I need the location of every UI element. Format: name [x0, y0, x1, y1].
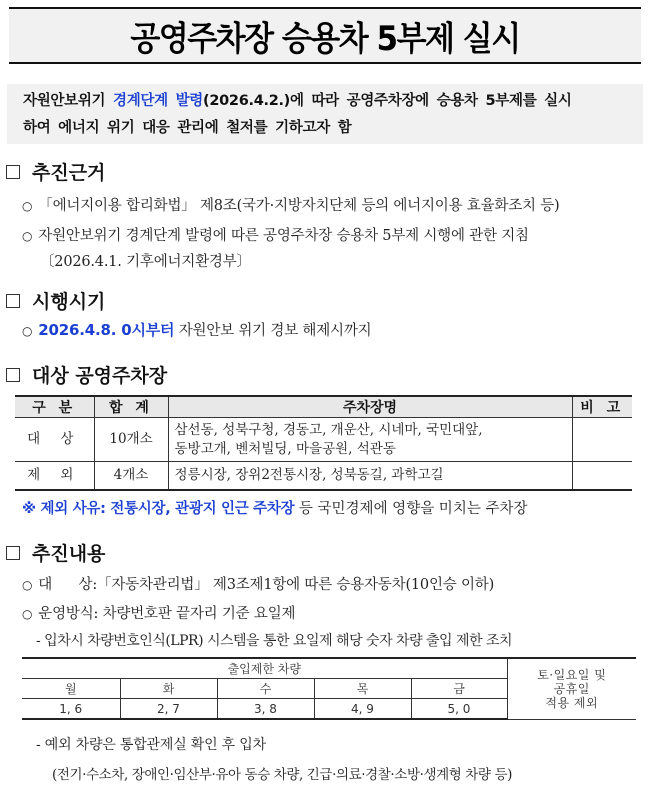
cell-type: 대 상 — [15, 418, 94, 462]
exception-line: 적용 제외 — [545, 695, 599, 710]
names-line: 정릉시장, 장위2전통시장, 성북동길, 과학고길 — [174, 466, 444, 483]
summary-line-1 — [23, 88, 643, 115]
summary-line-2: 하여 에너지 위기 대응 관리에 철저를 기하고자 함 — [23, 120, 352, 136]
names-line: 동방고개, 벤처빌딩, 마을공원, 석관동 — [174, 440, 396, 457]
col-header-type: 구 분 — [15, 396, 94, 418]
exclusion-note — [22, 497, 527, 518]
cell-names — [168, 462, 572, 490]
summary-text: 자원안보위기 — [23, 93, 113, 109]
details-dash-2-continuation: (전기·수소차, 장애인·임산부·유아 동승 차량, 긴급·의료·경찰·소방·생계형 차량 등) — [52, 767, 512, 783]
col-header-note: 비 고 — [572, 396, 632, 418]
details-item-1 — [22, 573, 494, 594]
restriction-group-header: 출입제한 차량 — [22, 658, 507, 679]
day-cell: 월 — [22, 679, 120, 699]
section-heading-period — [6, 287, 105, 314]
parking-lot-table — [15, 395, 632, 491]
basis-item-text: 자원안보위기 경계단계 발령에 따른 공영주차장 승용차 5부제 시행에 관한 지침 — [38, 228, 529, 244]
section-heading-basis — [6, 158, 105, 185]
section-heading-text: 대상 공영주차장 — [32, 365, 168, 387]
circle-bullet-icon: ○ — [22, 199, 33, 213]
circle-bullet-icon: ○ — [22, 578, 33, 592]
square-bullet-icon — [6, 368, 20, 382]
period-text: 자원안보 위기 경보 해제시까지 — [174, 323, 372, 339]
section-heading-text: 추진근거 — [32, 162, 106, 184]
square-bullet-icon — [6, 546, 20, 560]
exclusion-note-text: 등 국민경제에 영향을 미치는 주차장 — [294, 501, 528, 517]
section-heading-text: 시행시기 — [32, 291, 106, 313]
restriction-table — [22, 657, 636, 720]
details-item-text: 운영방식: 차량번호판 끝자리 기준 요일제 — [38, 606, 296, 622]
square-bullet-icon — [6, 294, 20, 308]
details-dash-1: - 입차시 차량번호인식(LPR) 시스템을 통한 요일제 해당 숫자 차량 출입 제한 조치 — [36, 633, 513, 649]
section-heading-details — [6, 539, 105, 566]
cell-note — [572, 418, 632, 462]
details-dash-2: - 예외 차량은 통합관제실 확인 후 입차 — [36, 737, 266, 753]
title-box — [9, 7, 641, 64]
digit-cell: 1, 6 — [22, 699, 120, 720]
details-item-label: 대 상: — [38, 577, 98, 593]
basis-item-1 — [22, 194, 560, 215]
section-heading-text: 추진내용 — [32, 543, 106, 565]
cell-count: 4개소 — [94, 462, 168, 490]
summary-box — [7, 84, 643, 144]
day-cell: 금 — [411, 679, 507, 699]
section-heading-targets — [6, 361, 167, 388]
exclusion-note-highlight: ※ 제외 사유: 전통시장, 관광지 인근 주차장 — [22, 501, 295, 517]
cell-type: 제 외 — [15, 462, 94, 490]
page-title: 공영주차장 승용차 5부제 실시 — [130, 19, 520, 59]
period-item — [22, 319, 371, 340]
digit-cell: 4, 9 — [314, 699, 411, 720]
summary-highlight: 경계단계 발령 — [113, 93, 203, 109]
exception-line: 공휴일 — [553, 681, 590, 696]
day-cell: 수 — [217, 679, 314, 699]
day-cell: 화 — [120, 679, 217, 699]
basis-item-2-continuation: 〔2026.4.1. 기후에너지환경부〕 — [40, 254, 251, 270]
col-header-count: 합 계 — [94, 396, 168, 418]
circle-bullet-icon: ○ — [22, 324, 33, 338]
day-cell: 목 — [314, 679, 411, 699]
cell-names — [168, 418, 572, 462]
details-item-text: 「자동차관리법」 제3조제1항에 따른 승용자동차(10인승 이하) — [97, 577, 495, 593]
table-row — [15, 462, 632, 490]
col-header-names: 주차장명 — [168, 396, 572, 418]
names-line: 삼선동, 성북구청, 경동고, 개운산, 시네마, 국민대앞, — [174, 421, 483, 438]
period-highlight: 2026.4.8. 0시부터 — [38, 321, 175, 339]
digit-cell: 3, 8 — [217, 699, 314, 720]
exception-line: 토·일요일 및 — [537, 667, 607, 682]
exception-cell — [507, 658, 636, 719]
summary-text: (2026.4.2.)에 따라 공영주차장에 승용차 5부제를 실시 — [203, 93, 572, 109]
digit-cell: 5, 0 — [411, 699, 507, 720]
table-header-row — [15, 396, 632, 418]
restriction-group-header-row — [22, 658, 636, 679]
basis-item-text: 「에너지이용 합리화법」 제8조(국가·지방자치단체 등의 에너지이용 효율화조치 등) — [38, 198, 560, 214]
details-item-2 — [22, 602, 295, 623]
circle-bullet-icon: ○ — [22, 607, 33, 621]
cell-count: 10개소 — [94, 418, 168, 462]
table-row — [15, 418, 632, 462]
digit-cell: 2, 7 — [120, 699, 217, 720]
square-bullet-icon — [6, 165, 20, 179]
basis-item-2 — [22, 224, 529, 245]
circle-bullet-icon: ○ — [22, 229, 33, 243]
cell-note — [572, 462, 632, 490]
